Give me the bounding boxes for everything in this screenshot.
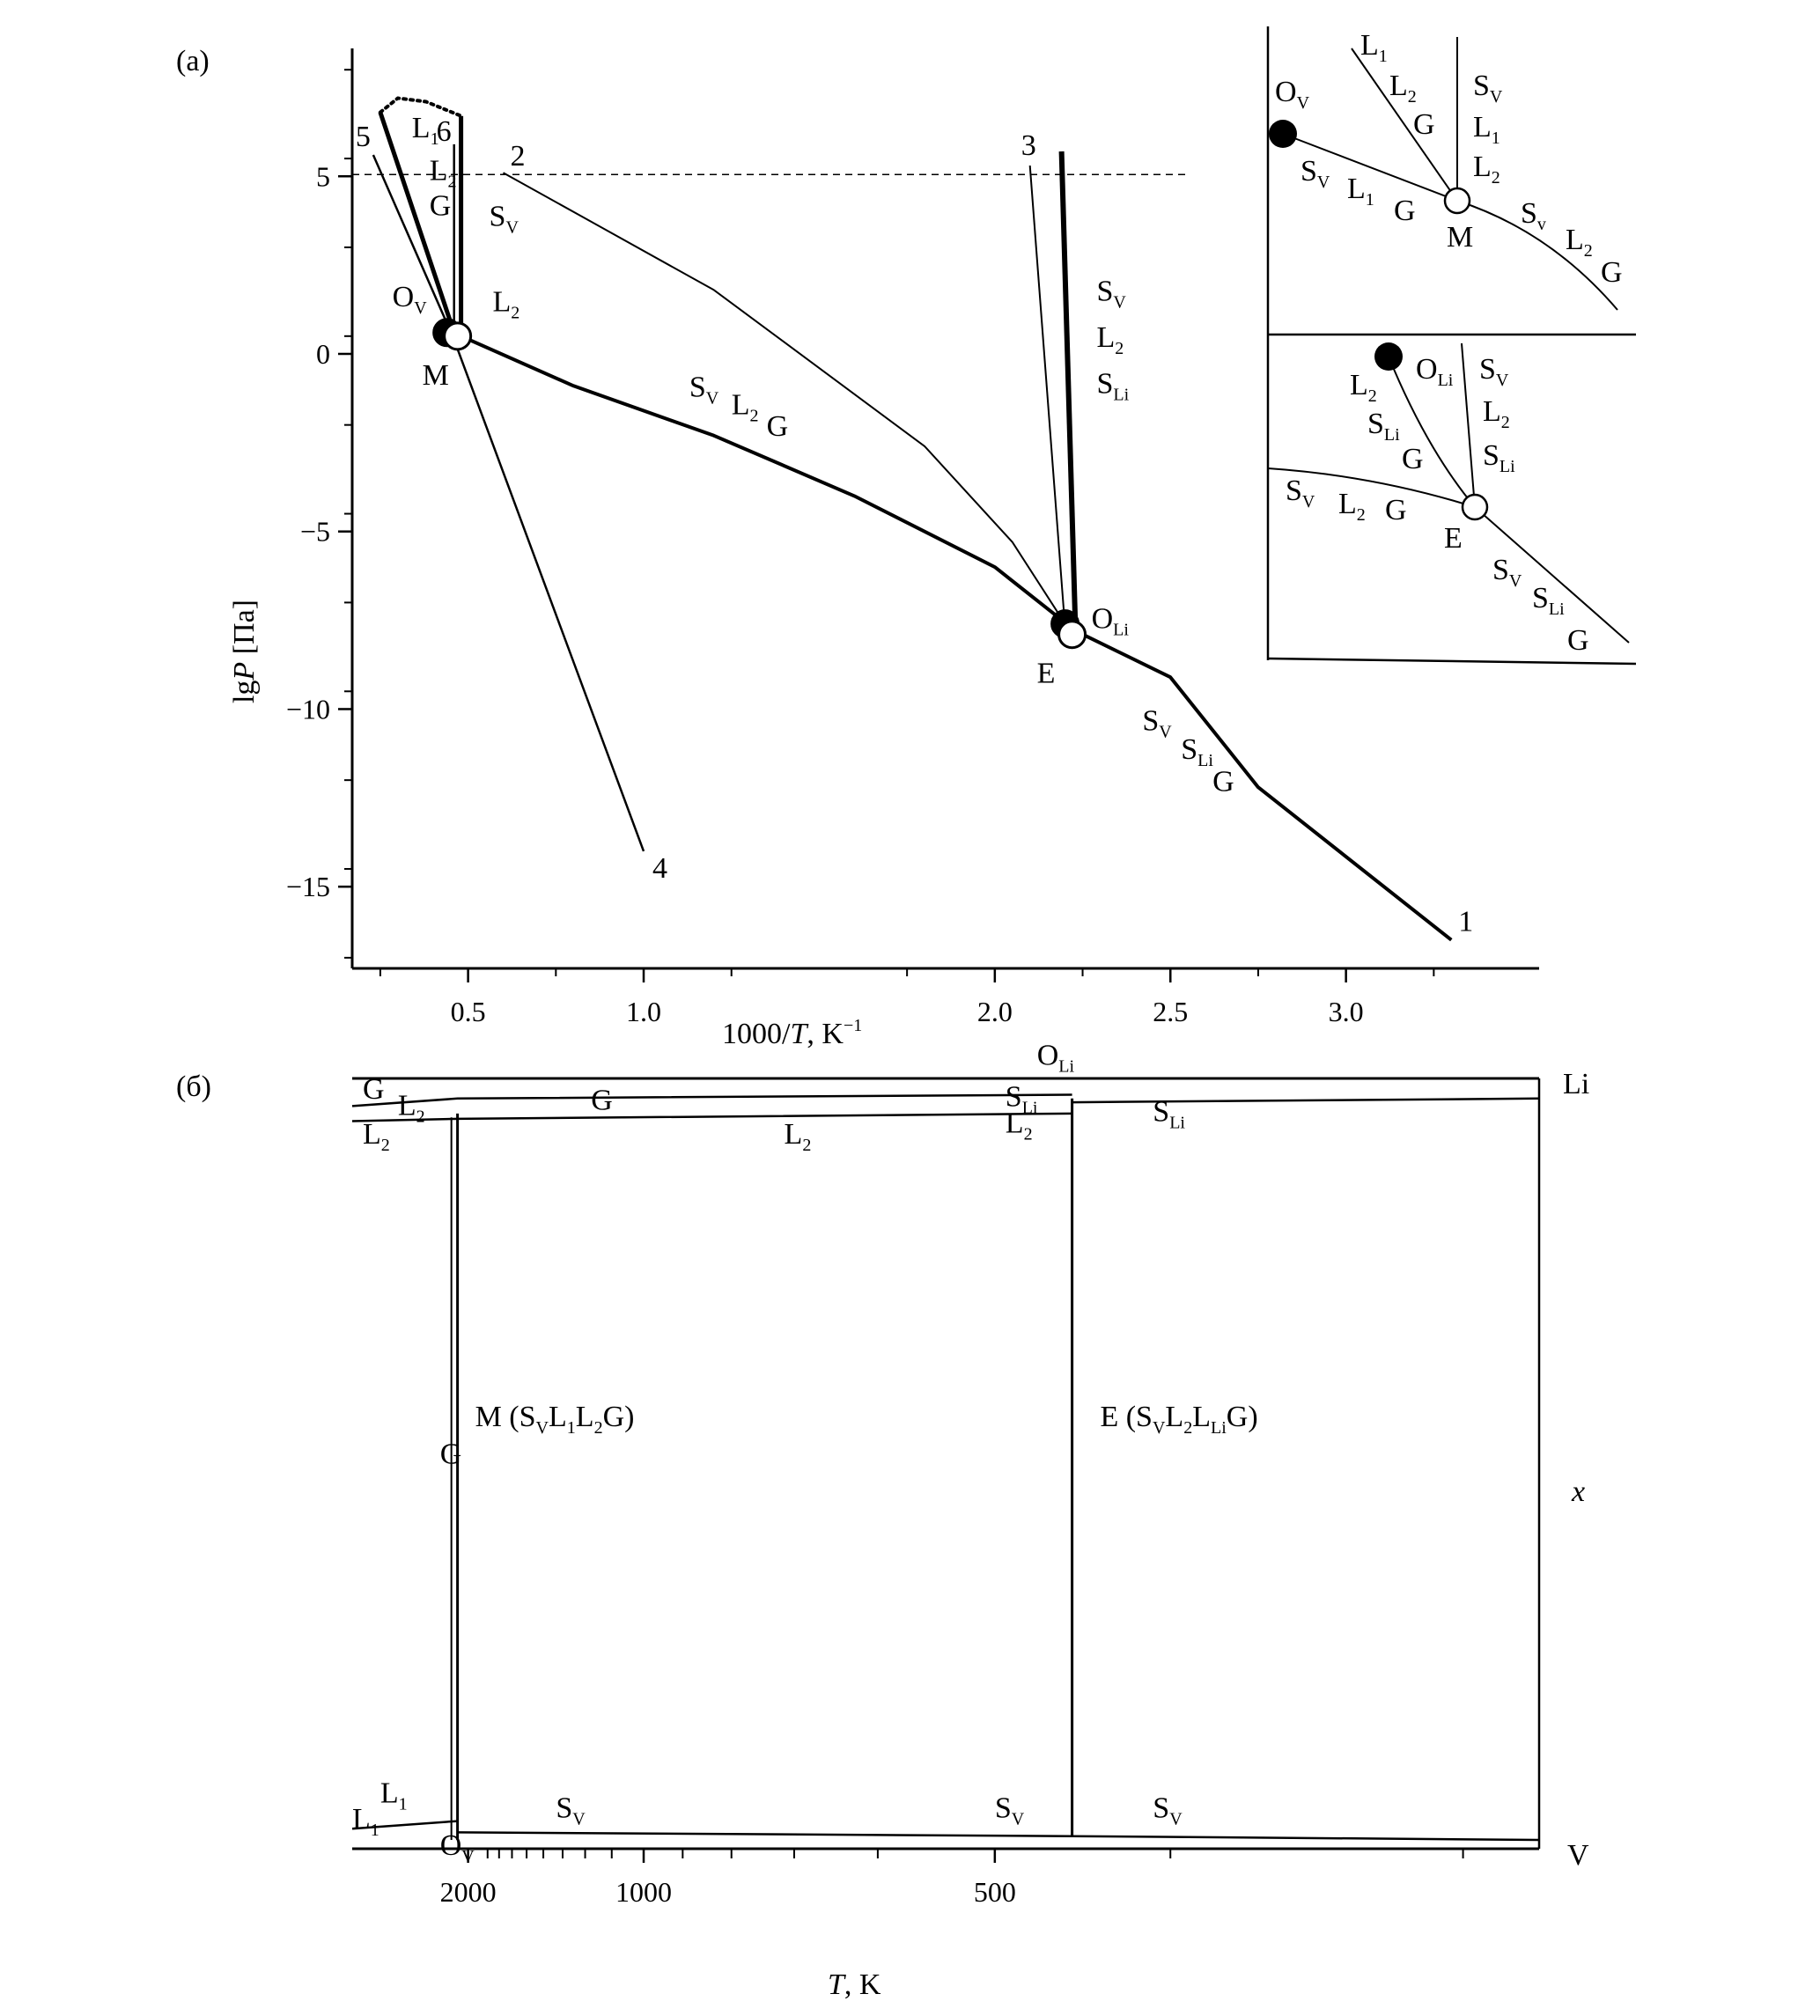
y-tick-label: 0 — [316, 337, 330, 370]
phase-region-label: $L_1$ — [352, 1803, 379, 1841]
phase-region-label: $L_2$ — [784, 1118, 812, 1156]
inset-label-M: M — [1447, 221, 1474, 254]
inset-lower-phase-label: $S_V$ — [1479, 353, 1509, 390]
point-label-E: E — [1036, 657, 1056, 690]
phase-region-label: $S_V$ — [994, 1792, 1025, 1829]
inset-lower-phase-label: $L_2$ — [1350, 369, 1377, 406]
composition-line-SV — [458, 1832, 1539, 1840]
inset-bottom-border — [1268, 659, 1636, 664]
x-tick-label: 2000 — [439, 1876, 497, 1908]
phase-region-label: $O_V$ — [439, 1829, 475, 1867]
phase-region-label: $L_1$ — [411, 111, 439, 149]
x-tick-label: 0.5 — [450, 996, 486, 1027]
inset-lower-line-vertical — [1462, 343, 1475, 507]
inset-point-E — [1463, 495, 1487, 519]
inset-upper-phase-label: $L_1$ — [1360, 29, 1388, 66]
composition-line-L2 — [352, 1114, 1072, 1122]
panel-b-top-label: Li — [1563, 1068, 1590, 1100]
inset-lower-phase-label: $S_{Li}$ — [1532, 582, 1565, 619]
inset-label-OLi: $O_{Li}$ — [1416, 353, 1454, 390]
panel-a-label: (a) — [176, 45, 210, 77]
inset-diagrams — [1268, 26, 1636, 664]
series-number-label: 3 — [1021, 129, 1036, 163]
phase-point-M — [445, 323, 471, 349]
y-tick-label: −10 — [285, 693, 330, 725]
y-tick-label: −15 — [285, 871, 330, 903]
phase-region-label: $L_2$ — [1005, 1107, 1033, 1144]
inset-lower-phase-label: $S_V$ — [1492, 554, 1522, 591]
inset-lower-phase-label: $L_2$ — [1483, 395, 1510, 432]
x-tick-label: 500 — [973, 1876, 1016, 1908]
panel-b-x-label: x — [1572, 1475, 1586, 1508]
inset-upper-phase-label: $L_2$ — [1389, 70, 1417, 107]
inset-point-M — [1445, 188, 1470, 213]
phase-region-label: $L_2$ — [492, 285, 520, 323]
series-number-label: 6 — [436, 114, 452, 148]
phase-region-label: $S_{Li}$ — [1153, 1095, 1186, 1133]
inset-lower-phase-label: $S_{Li}$ — [1483, 439, 1515, 476]
x-tick-label: 1.0 — [626, 996, 662, 1027]
panel-b-x-axis-label: T, K — [828, 1968, 881, 2001]
composition-line-SLi — [1072, 1099, 1539, 1102]
composition-line-G — [352, 1095, 1072, 1107]
phase-region-label: $S_{Li}$ — [1096, 367, 1130, 405]
panel-b-label: (б) — [176, 1071, 211, 1103]
inset-upper-phase-label: G — [1601, 256, 1623, 289]
x-tick-label: 3.0 — [1328, 996, 1364, 1027]
phase-region-label: $O_{Li}$ — [1036, 1039, 1075, 1077]
inset-upper-phase-label: $S_V$ — [1473, 70, 1503, 107]
phase-region-label: $L_2$ — [731, 388, 759, 426]
inset-label-E: E — [1444, 522, 1463, 555]
phase-region-label: $S_V$ — [489, 200, 519, 238]
inset-upper-phase-label: $S_v$ — [1521, 197, 1546, 234]
series-line-4 — [454, 340, 644, 851]
inset-lower-phase-label: $S_{Li}$ — [1367, 408, 1400, 445]
inset-upper-phase-label: $L_1$ — [1473, 111, 1500, 148]
inset-point-OLi — [1374, 342, 1403, 371]
point-label-M: M — [422, 358, 449, 392]
series-number-label: 5 — [355, 121, 371, 154]
series-line-2 — [504, 173, 1065, 623]
phase-region-label: $S_V$ — [1096, 275, 1126, 313]
phase-region-label: G — [362, 1072, 385, 1106]
point-label-Ov: $O_V$ — [392, 280, 427, 318]
phase-region-label: $L_2$ — [1096, 320, 1124, 358]
inset-upper-phase-label: $S_V$ — [1301, 155, 1330, 192]
x-tick-label: 1000 — [615, 1876, 673, 1908]
point-label-OLi: $O_{Li}$ — [1091, 602, 1129, 640]
phase-region-label: G — [439, 1438, 462, 1471]
phase-region-label: $S_{Li}$ — [1181, 732, 1213, 770]
series-number-label: 4 — [652, 851, 668, 885]
phase-region-label: $S_{Li}$ — [1005, 1080, 1038, 1118]
panel-a-x-axis-label: 1000/T, $K^{-1}$ — [722, 1016, 863, 1050]
panel-b-bottom-label: V — [1567, 1839, 1589, 1872]
inset-lower-phase-label: G — [1385, 494, 1407, 526]
x-tick-label: 2.0 — [976, 996, 1013, 1027]
series-line-1 — [461, 336, 1452, 940]
inset-lower-phase-label: G — [1402, 443, 1424, 475]
inset-label-Ov: $O_V$ — [1275, 76, 1310, 113]
panel-a-y-axis-label: lgP [Па] — [228, 599, 261, 704]
panel-b-plot — [352, 1039, 1539, 1908]
inset-lower-phase-label: G — [1567, 624, 1589, 657]
phase-point-E — [1059, 622, 1086, 648]
invariant-label-M: M $(S_VL_1L_2G)$ — [475, 1400, 635, 1438]
phase-region-label: G — [591, 1084, 613, 1117]
x-tick-label: 2.5 — [1153, 996, 1189, 1027]
phase-region-label: $L_1$ — [379, 1777, 408, 1814]
y-tick-label: −5 — [299, 515, 330, 548]
phase-region-label: $S_V$ — [1153, 1792, 1183, 1829]
phase-region-label: G — [766, 409, 789, 443]
phase-region-label: $L_2$ — [429, 154, 457, 192]
inset-upper-phase-label: G — [1413, 108, 1435, 141]
phase-region-label: $S_V$ — [689, 371, 719, 408]
y-tick-label: 5 — [316, 160, 330, 193]
phase-region-label: G — [429, 189, 452, 223]
phase-region-label: $L_2$ — [362, 1118, 390, 1156]
series-line — [1062, 151, 1076, 635]
series-number-label: 2 — [510, 140, 526, 173]
inset-lower-phase-label: $S_V$ — [1286, 475, 1315, 511]
inset-upper-phase-label: $L_2$ — [1566, 224, 1593, 261]
inset-upper-phase-label: G — [1394, 195, 1416, 227]
inset-upper-phase-label: $L_1$ — [1347, 173, 1374, 210]
phase-region-label: $L_2$ — [397, 1089, 425, 1127]
phase-region-label: $S_V$ — [556, 1792, 586, 1829]
inset-point-Ov — [1269, 120, 1297, 148]
inset-upper-phase-label: $L_2$ — [1473, 151, 1500, 188]
series-line-3 — [1030, 166, 1065, 628]
series-number-label: 1 — [1458, 905, 1474, 938]
phase-region-label: G — [1212, 765, 1234, 798]
invariant-label-E: E $(S_VL_2L_{Li}G)$ — [1100, 1400, 1258, 1438]
inset-lower-phase-label: $L_2$ — [1338, 488, 1366, 525]
phase-region-label: $S_V$ — [1142, 704, 1172, 742]
